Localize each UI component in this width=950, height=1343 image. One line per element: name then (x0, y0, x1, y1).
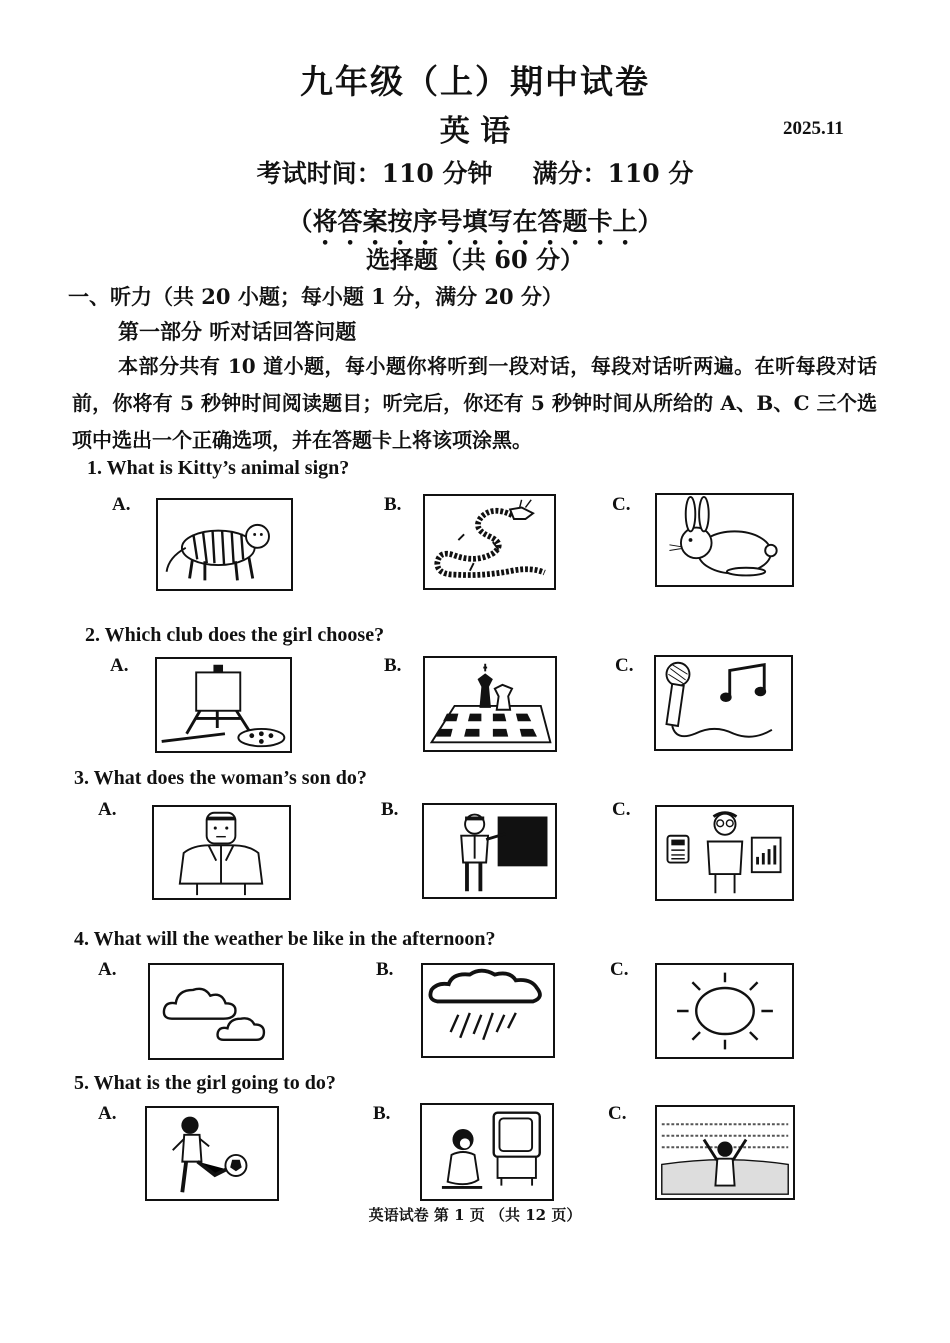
q5-option-a-image[interactable] (145, 1106, 279, 1201)
question-5: 5. What is the girl going to do? (74, 1072, 336, 1094)
q2-option-c-label: C. (615, 655, 634, 676)
chess-icon (425, 658, 555, 750)
q4-option-b-image[interactable] (421, 963, 555, 1058)
q3-option-a-image[interactable] (152, 805, 291, 900)
sun-icon (657, 965, 792, 1057)
full-score: 满分：110 分 (532, 159, 694, 188)
q3-option-c-image[interactable] (655, 805, 794, 901)
page-footer: 英语试卷 第 1 页 （共 12 页） (368, 1206, 582, 1224)
exam-info (0, 154, 950, 190)
q1-option-a-label: A. (112, 494, 131, 515)
exam-time: 考试时间：110 分钟 (256, 159, 493, 188)
q4-option-c-label: C. (610, 959, 629, 980)
exam-title: 九年级（上）期中试卷 (300, 62, 650, 101)
section-title: 选择题（共 60 分） (365, 245, 585, 274)
q3-option-b-label: B. (381, 799, 399, 820)
q2-option-c-image[interactable] (654, 655, 793, 751)
q1-option-b-image[interactable] (423, 494, 556, 590)
q5-option-b-label: B. (373, 1103, 391, 1124)
q5-option-a-label: A. (98, 1103, 117, 1124)
q3-option-c-label: C. (612, 799, 631, 820)
stadium-icon (657, 1107, 793, 1198)
question-1: 1. What is Kitty’s animal sign? (87, 457, 350, 479)
rain-icon (423, 965, 553, 1056)
accountant-icon (657, 807, 792, 899)
part-subtitle: 第一部分 听对话回答问题 (118, 319, 357, 344)
doctor-icon (154, 807, 289, 898)
q2-option-b-label: B. (384, 655, 402, 676)
rabbit-icon (657, 495, 792, 585)
football-icon (147, 1108, 277, 1199)
q5-option-c-image[interactable] (655, 1105, 795, 1200)
microphone-icon (656, 657, 791, 749)
dragon-icon (425, 496, 554, 588)
instructions: 本部分共有 10 道小题，每小题你将听到一段对话，每段对话听两遍。在听每段对话前，你将有 5 秒钟时间阅读题目；听完后，你还有 5 秒钟时间从所给的 A、B、C 三个选项中选出一个正确选项，并在答题卡上将该项涂黑。 (72, 354, 877, 452)
q2-option-a-image[interactable] (155, 657, 292, 753)
q4-option-a-label: A. (98, 959, 117, 980)
q5-option-c-label: C. (608, 1103, 627, 1124)
notice-close: ） (637, 207, 663, 236)
easel-icon (157, 659, 290, 751)
notice-open: （ (287, 207, 313, 236)
q2-option-a-label: A. (110, 655, 129, 676)
cloud-icon (150, 965, 282, 1058)
part-title: 一、听力（共 20 小题；每小题 1 分，满分 20 分） (68, 284, 563, 309)
tv-icon (422, 1105, 552, 1199)
q5-option-b-image[interactable] (420, 1103, 554, 1201)
q4-option-c-image[interactable] (655, 963, 794, 1059)
q2-option-b-image[interactable] (423, 656, 557, 752)
q3-option-b-image[interactable] (422, 803, 557, 899)
q1-option-c-label: C. (612, 494, 631, 515)
q1-option-c-image[interactable] (655, 493, 794, 587)
question-2: 2. Which club does the girl choose? (85, 624, 385, 646)
q1-option-b-label: B. (384, 494, 402, 515)
question-4: 4. What will the weather be like in the afternoon? (74, 928, 496, 950)
question-3: 3. What does the woman’s son do? (74, 767, 367, 789)
exam-date: 2025.11 (783, 118, 844, 139)
q4-option-a-image[interactable] (148, 963, 284, 1060)
q1-option-a-image[interactable] (156, 498, 293, 591)
q4-option-b-label: B. (376, 959, 394, 980)
q3-option-a-label: A. (98, 799, 117, 820)
teacher-icon (424, 805, 555, 897)
tiger-icon (158, 500, 291, 589)
exam-subject: 英 语 (439, 114, 511, 149)
notice-dotted-text: 将答案按序号填写在答题卡上 (312, 207, 638, 236)
